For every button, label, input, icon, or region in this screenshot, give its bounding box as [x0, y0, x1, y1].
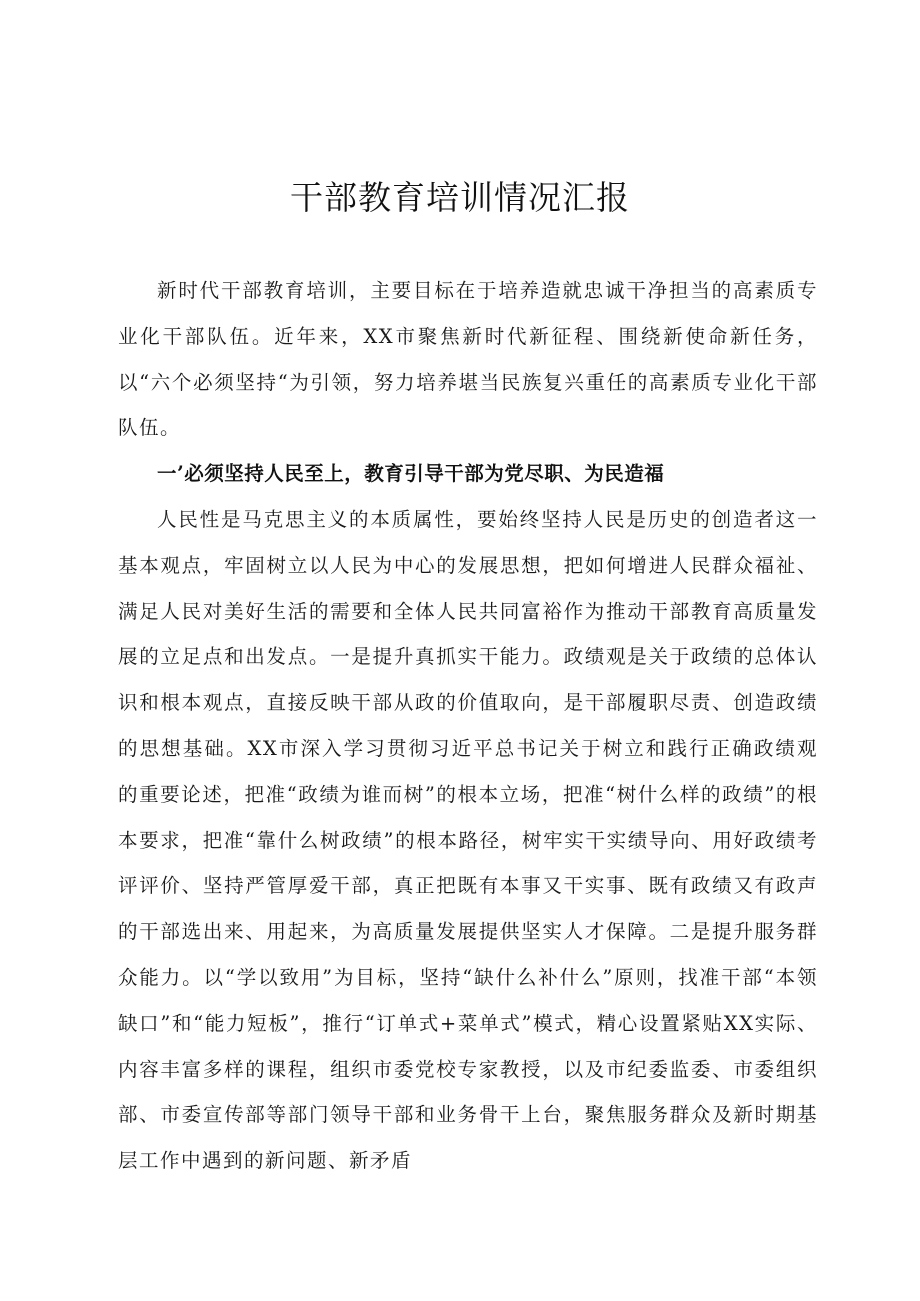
intro-paragraph: 新时代干部教育培训，主要目标在于培养造就忠诚干净担当的高素质专业化干部队伍。近年来，XX市聚焦新时代新征程、围绕新使命新任务，以“六个必须坚持“为引领，努力培养堪当民族复兴重任的高素质专业化干部队伍。: [118, 279, 818, 440]
document-title: 干部教育培训情况汇报: [290, 178, 630, 217]
section-heading: 一’必须坚持人民至上，教育引导干部为党尽职、为民造福: [157, 462, 665, 486]
section-paragraph: 人民性是马克思主义的本质属性，要始终坚持人民是历史的创造者这一基本观点，牢固树立以人民为中心的发展思想，把如何增进人民群众福祉、满足人民对美好生活的需要和全体人民共同富裕作为推动干部教育高质量发展的立足点和出发点。一是提升真抓实干能力。政绩观是关于政绩的总体认识和根本观点，直接反映干部从政的价值取向，是干部履职尽责、创造政绩的思想基础。XX市深入学习贯彻习近平总书记关于树立和践行正确政绩观的重要论述，把准“政绩为谁而树”的根本立场，把准“树什么样的政绩”的根本要求，把准“靠什么树政绩”的根本路径，树牢实干实绩导向、用好政绩考评评价、坚持严管厚爱干部，真正把既有本事又干实事、既有政绩又有政声的干部选出来、用起来，为高质量发展提供坚实人才保障。二是提升服务群众能力。以“学以致用”为目标，坚持“缺什么补什么”原则，找准干部“本领缺口”和“能力短板”，推行“订单式+菜单式”模式，精心设置紧贴XX实际、内容丰富多样的课程，组织市委党校专家教授，以及市纪委监委、市委组织部、市委宣传部等部门领导干部和业务骨干上台，聚焦服务群众及新时期基层工作中遇到的新问题、新矛盾: [118, 507, 818, 1173]
document-body: [118, 268, 818, 1184]
